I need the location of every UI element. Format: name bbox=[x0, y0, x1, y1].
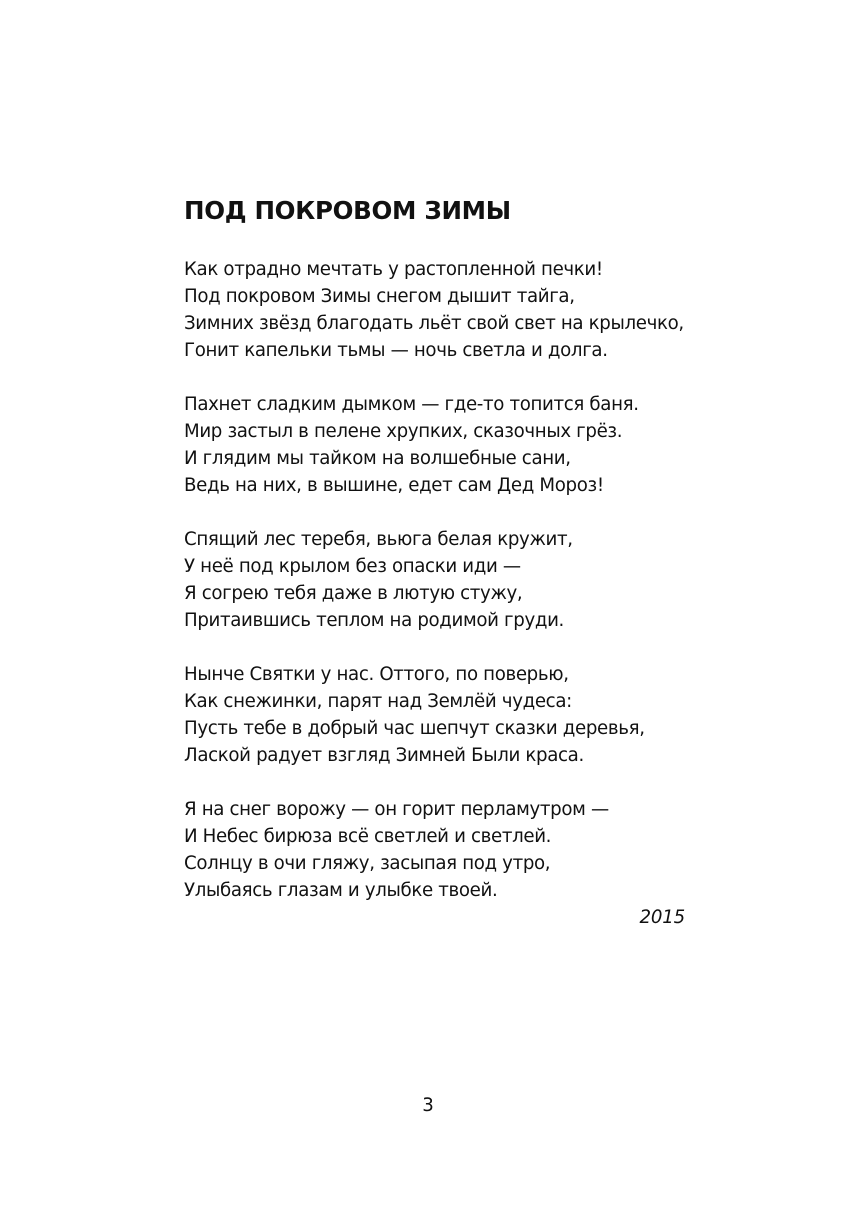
poem-line: Солнцу в очи гляжу, засыпая под утро, bbox=[184, 853, 551, 874]
poem-line: Мир застыл в пелене хрупких, сказочных грёз. bbox=[184, 421, 623, 442]
poem-line: Ведь на них, в вышине, едет сам Дед Мороз! bbox=[184, 475, 604, 496]
poem-line: Гонит капельки тьмы — ночь светла и долга. bbox=[184, 340, 608, 361]
poem-line: Лаской радует взгляд Зимней Были краса. bbox=[184, 745, 584, 766]
stanza-2 bbox=[184, 391, 744, 499]
page-number: 3 bbox=[422, 1095, 434, 1116]
poem-title: ПОД ПОКРОВОМ ЗИМЫ bbox=[184, 196, 511, 225]
poem-line: Притаившись теплом на родимой груди. bbox=[184, 610, 564, 631]
stanza-1 bbox=[184, 256, 744, 364]
poem-line: Под покровом Зимы снегом дышит тайга, bbox=[184, 286, 575, 307]
poem-line: И глядим мы тайком на волшебные сани, bbox=[184, 448, 571, 469]
poem-line: Нынче Святки у нас. Оттого, по поверью, bbox=[184, 664, 569, 685]
poem-line: Я согрею тебя даже в лютую стужу, bbox=[184, 583, 523, 604]
poem-line: Улыбаясь глазам и улыбке твоей. bbox=[184, 880, 498, 901]
poem-line: Зимних звёзд благодать льёт свой свет на крылечко, bbox=[184, 313, 684, 334]
poem-body bbox=[184, 256, 744, 931]
stanza-4 bbox=[184, 661, 744, 769]
stanza-5 bbox=[184, 796, 744, 904]
poem-line: Пусть тебе в добрый час шепчут сказки деревья, bbox=[184, 718, 645, 739]
poem-line: И Небес бирюза всё светлей и светлей. bbox=[184, 826, 552, 847]
poem-line: У неё под крылом без опаски иди — bbox=[184, 556, 521, 577]
poem-line: Как отрадно мечтать у растопленной печки! bbox=[184, 259, 603, 280]
poem-year: 2015 bbox=[639, 907, 685, 928]
poem-line: Я на снег ворожу — он горит перламутром — bbox=[184, 799, 609, 820]
stanza-3 bbox=[184, 526, 744, 634]
poem-line: Пахнет сладким дымком — где-то топится баня. bbox=[184, 394, 639, 415]
poem-line: Спящий лес теребя, вьюга белая кружит, bbox=[184, 529, 573, 550]
poem-line: Как снежинки, парят над Землёй чудеса: bbox=[184, 691, 572, 712]
